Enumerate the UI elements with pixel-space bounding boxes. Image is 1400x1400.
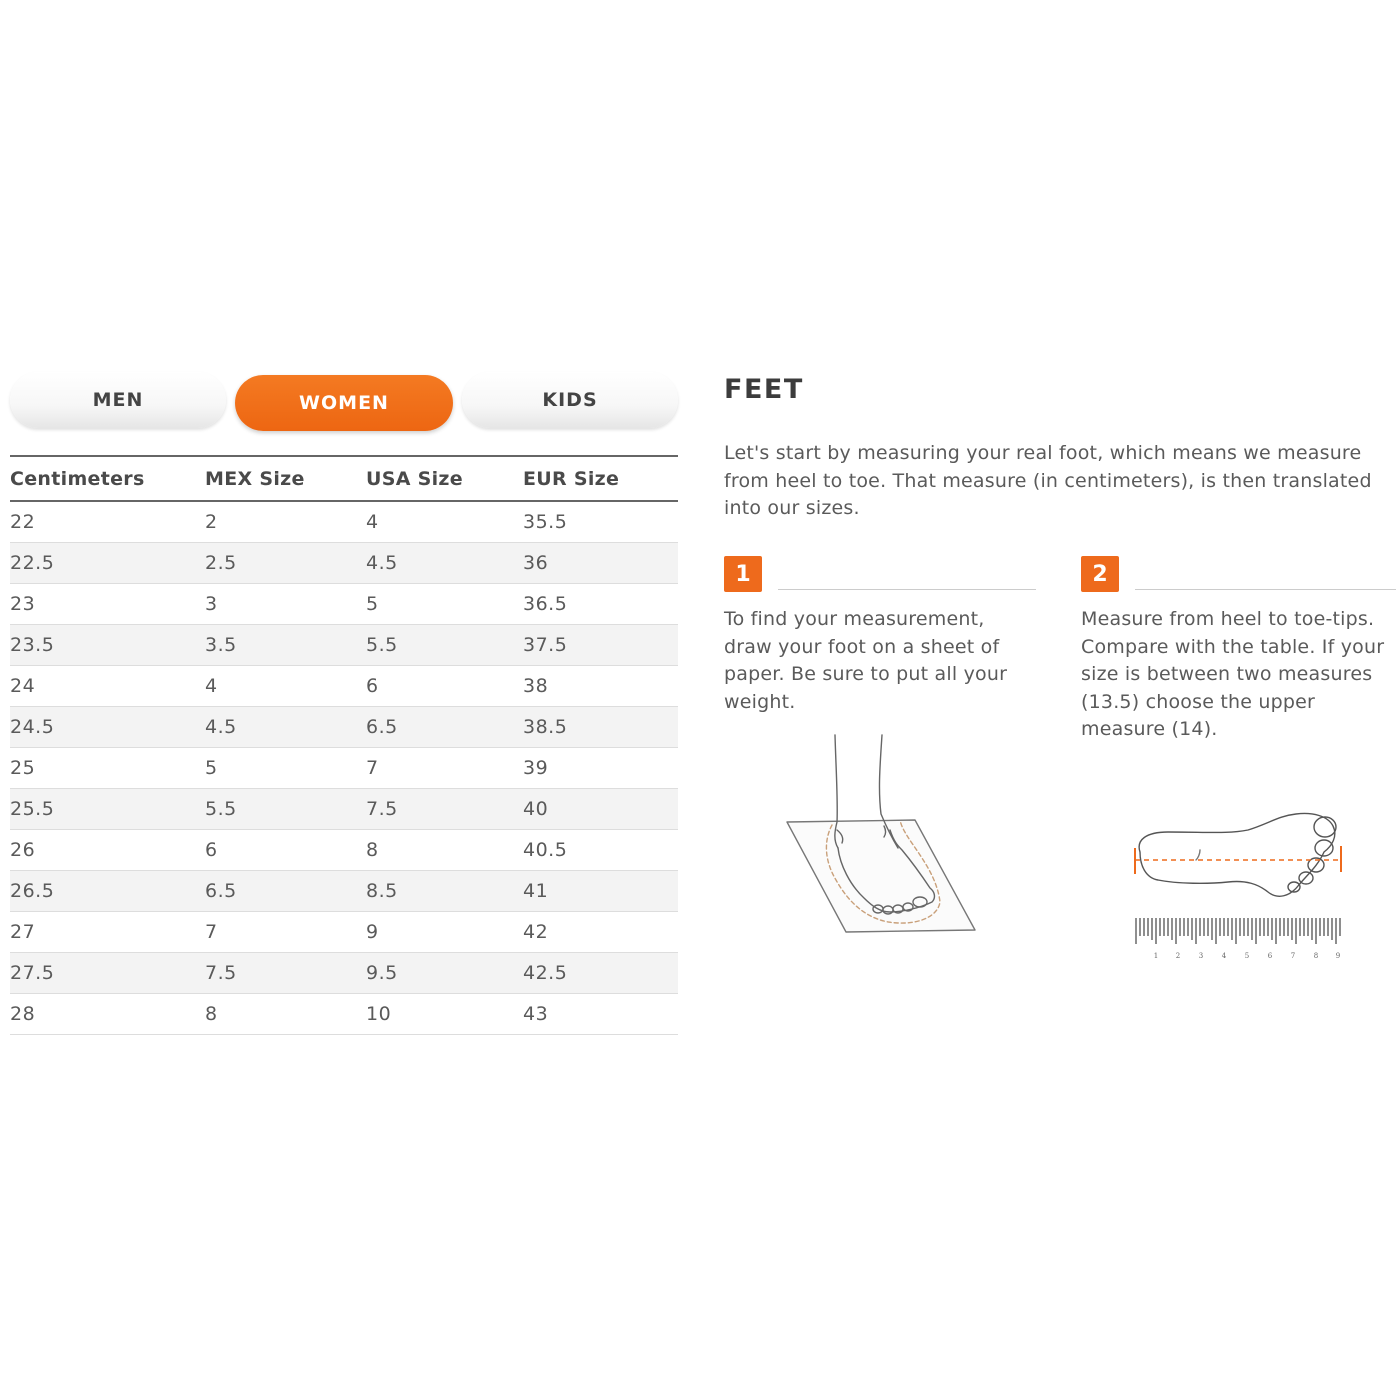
ruler-label: 4	[1221, 952, 1227, 960]
cell-eur: 40	[523, 789, 678, 830]
cell-mex: 7.5	[205, 953, 366, 994]
table-row	[10, 543, 678, 584]
table-row	[10, 584, 678, 625]
cell-centimeters: 24	[10, 666, 205, 707]
cell-centimeters: 24.5	[10, 707, 205, 748]
tab-men[interactable]: MEN	[10, 372, 226, 428]
cell-usa: 4.5	[366, 543, 523, 584]
cell-mex: 8	[205, 994, 366, 1035]
cell-centimeters: 27.5	[10, 953, 205, 994]
cell-mex: 2.5	[205, 543, 366, 584]
cell-usa: 7.5	[366, 789, 523, 830]
step-1-divider	[778, 589, 1036, 590]
cell-mex: 6.5	[205, 871, 366, 912]
cell-usa: 5	[366, 584, 523, 625]
cell-mex: 5	[205, 748, 366, 789]
ruler-label: 6	[1267, 952, 1273, 960]
foot-ruler-illustration	[1128, 810, 1348, 965]
cell-centimeters: 25.5	[10, 789, 205, 830]
feet-intro-text: Let's start by measuring your real foot, which means we measure from heel to toe. That measure (in centimeters), is then translated into our sizes.	[724, 442, 1372, 519]
ruler-label: 8	[1313, 952, 1319, 960]
cell-mex: 6	[205, 830, 366, 871]
step-1-text: To find your measurement, draw your foot on a sheet of paper. Be sure to put all your weight.	[724, 608, 1008, 713]
table-body	[10, 501, 678, 1035]
cell-usa: 6.5	[366, 707, 523, 748]
cell-centimeters: 26	[10, 830, 205, 871]
cell-centimeters: 28	[10, 994, 205, 1035]
header-usa-size: USA Size	[366, 456, 523, 501]
ruler-label: 9	[1335, 952, 1341, 960]
step-1-badge: 1	[724, 556, 762, 592]
header-centimeters: Centimeters	[10, 456, 205, 501]
cell-centimeters: 22.5	[10, 543, 205, 584]
cell-usa: 10	[366, 994, 523, 1035]
cell-centimeters: 23.5	[10, 625, 205, 666]
cell-usa: 4	[366, 501, 523, 543]
cell-eur: 40.5	[523, 830, 678, 871]
cell-centimeters: 26.5	[10, 871, 205, 912]
cell-usa: 7	[366, 748, 523, 789]
step-2-badge: 2	[1081, 556, 1119, 592]
cell-eur: 35.5	[523, 501, 678, 543]
cell-eur: 41	[523, 871, 678, 912]
step-2	[1081, 556, 1396, 744]
cell-mex: 4.5	[205, 707, 366, 748]
cell-mex: 3.5	[205, 625, 366, 666]
table-row	[10, 625, 678, 666]
header-eur-size: EUR Size	[523, 456, 678, 501]
cell-eur: 38.5	[523, 707, 678, 748]
cell-usa: 5.5	[366, 625, 523, 666]
cell-centimeters: 25	[10, 748, 205, 789]
cell-usa: 9	[366, 912, 523, 953]
cell-centimeters: 22	[10, 501, 205, 543]
table-row	[10, 953, 678, 994]
cell-eur: 42.5	[523, 953, 678, 994]
table-row	[10, 994, 678, 1035]
step-2-divider	[1135, 589, 1396, 590]
size-table	[10, 455, 678, 1035]
cell-mex: 3	[205, 584, 366, 625]
cell-centimeters: 27	[10, 912, 205, 953]
ruler-label: 2	[1175, 952, 1181, 960]
cell-eur: 37.5	[523, 625, 678, 666]
cell-eur: 43	[523, 994, 678, 1035]
cell-mex: 7	[205, 912, 366, 953]
cell-eur: 36	[523, 543, 678, 584]
table-row	[10, 912, 678, 953]
cell-eur: 42	[523, 912, 678, 953]
table-row	[10, 666, 678, 707]
cell-usa: 8	[366, 830, 523, 871]
table-row	[10, 501, 678, 543]
ruler-label: 3	[1198, 952, 1204, 960]
tab-kids[interactable]: KIDS	[462, 372, 678, 428]
gender-tabs	[10, 370, 680, 432]
tab-women[interactable]: WOMEN	[235, 375, 453, 431]
step-2-text: Measure from heel to toe-tips. Compare with the table. If your size is between two measures (13.5) choose the upper measure (14).	[1081, 608, 1385, 740]
table-row	[10, 830, 678, 871]
cell-usa: 8.5	[366, 871, 523, 912]
cell-mex: 5.5	[205, 789, 366, 830]
cell-usa: 6	[366, 666, 523, 707]
table-row	[10, 707, 678, 748]
cell-mex: 4	[205, 666, 366, 707]
cell-eur: 38	[523, 666, 678, 707]
ruler-label: 5	[1244, 952, 1250, 960]
ruler-label: 1	[1153, 952, 1159, 960]
cell-eur: 39	[523, 748, 678, 789]
table-row	[10, 748, 678, 789]
table-header-row	[10, 456, 678, 501]
table-row	[10, 871, 678, 912]
cell-mex: 2	[205, 501, 366, 543]
foot-on-paper-illustration	[780, 730, 980, 940]
step-1	[724, 556, 1036, 716]
cell-eur: 36.5	[523, 584, 678, 625]
cell-usa: 9.5	[366, 953, 523, 994]
cell-centimeters: 23	[10, 584, 205, 625]
feet-title: FEET	[724, 374, 804, 405]
table-row	[10, 789, 678, 830]
header-mex-size: MEX Size	[205, 456, 366, 501]
ruler-label: 7	[1290, 952, 1296, 960]
